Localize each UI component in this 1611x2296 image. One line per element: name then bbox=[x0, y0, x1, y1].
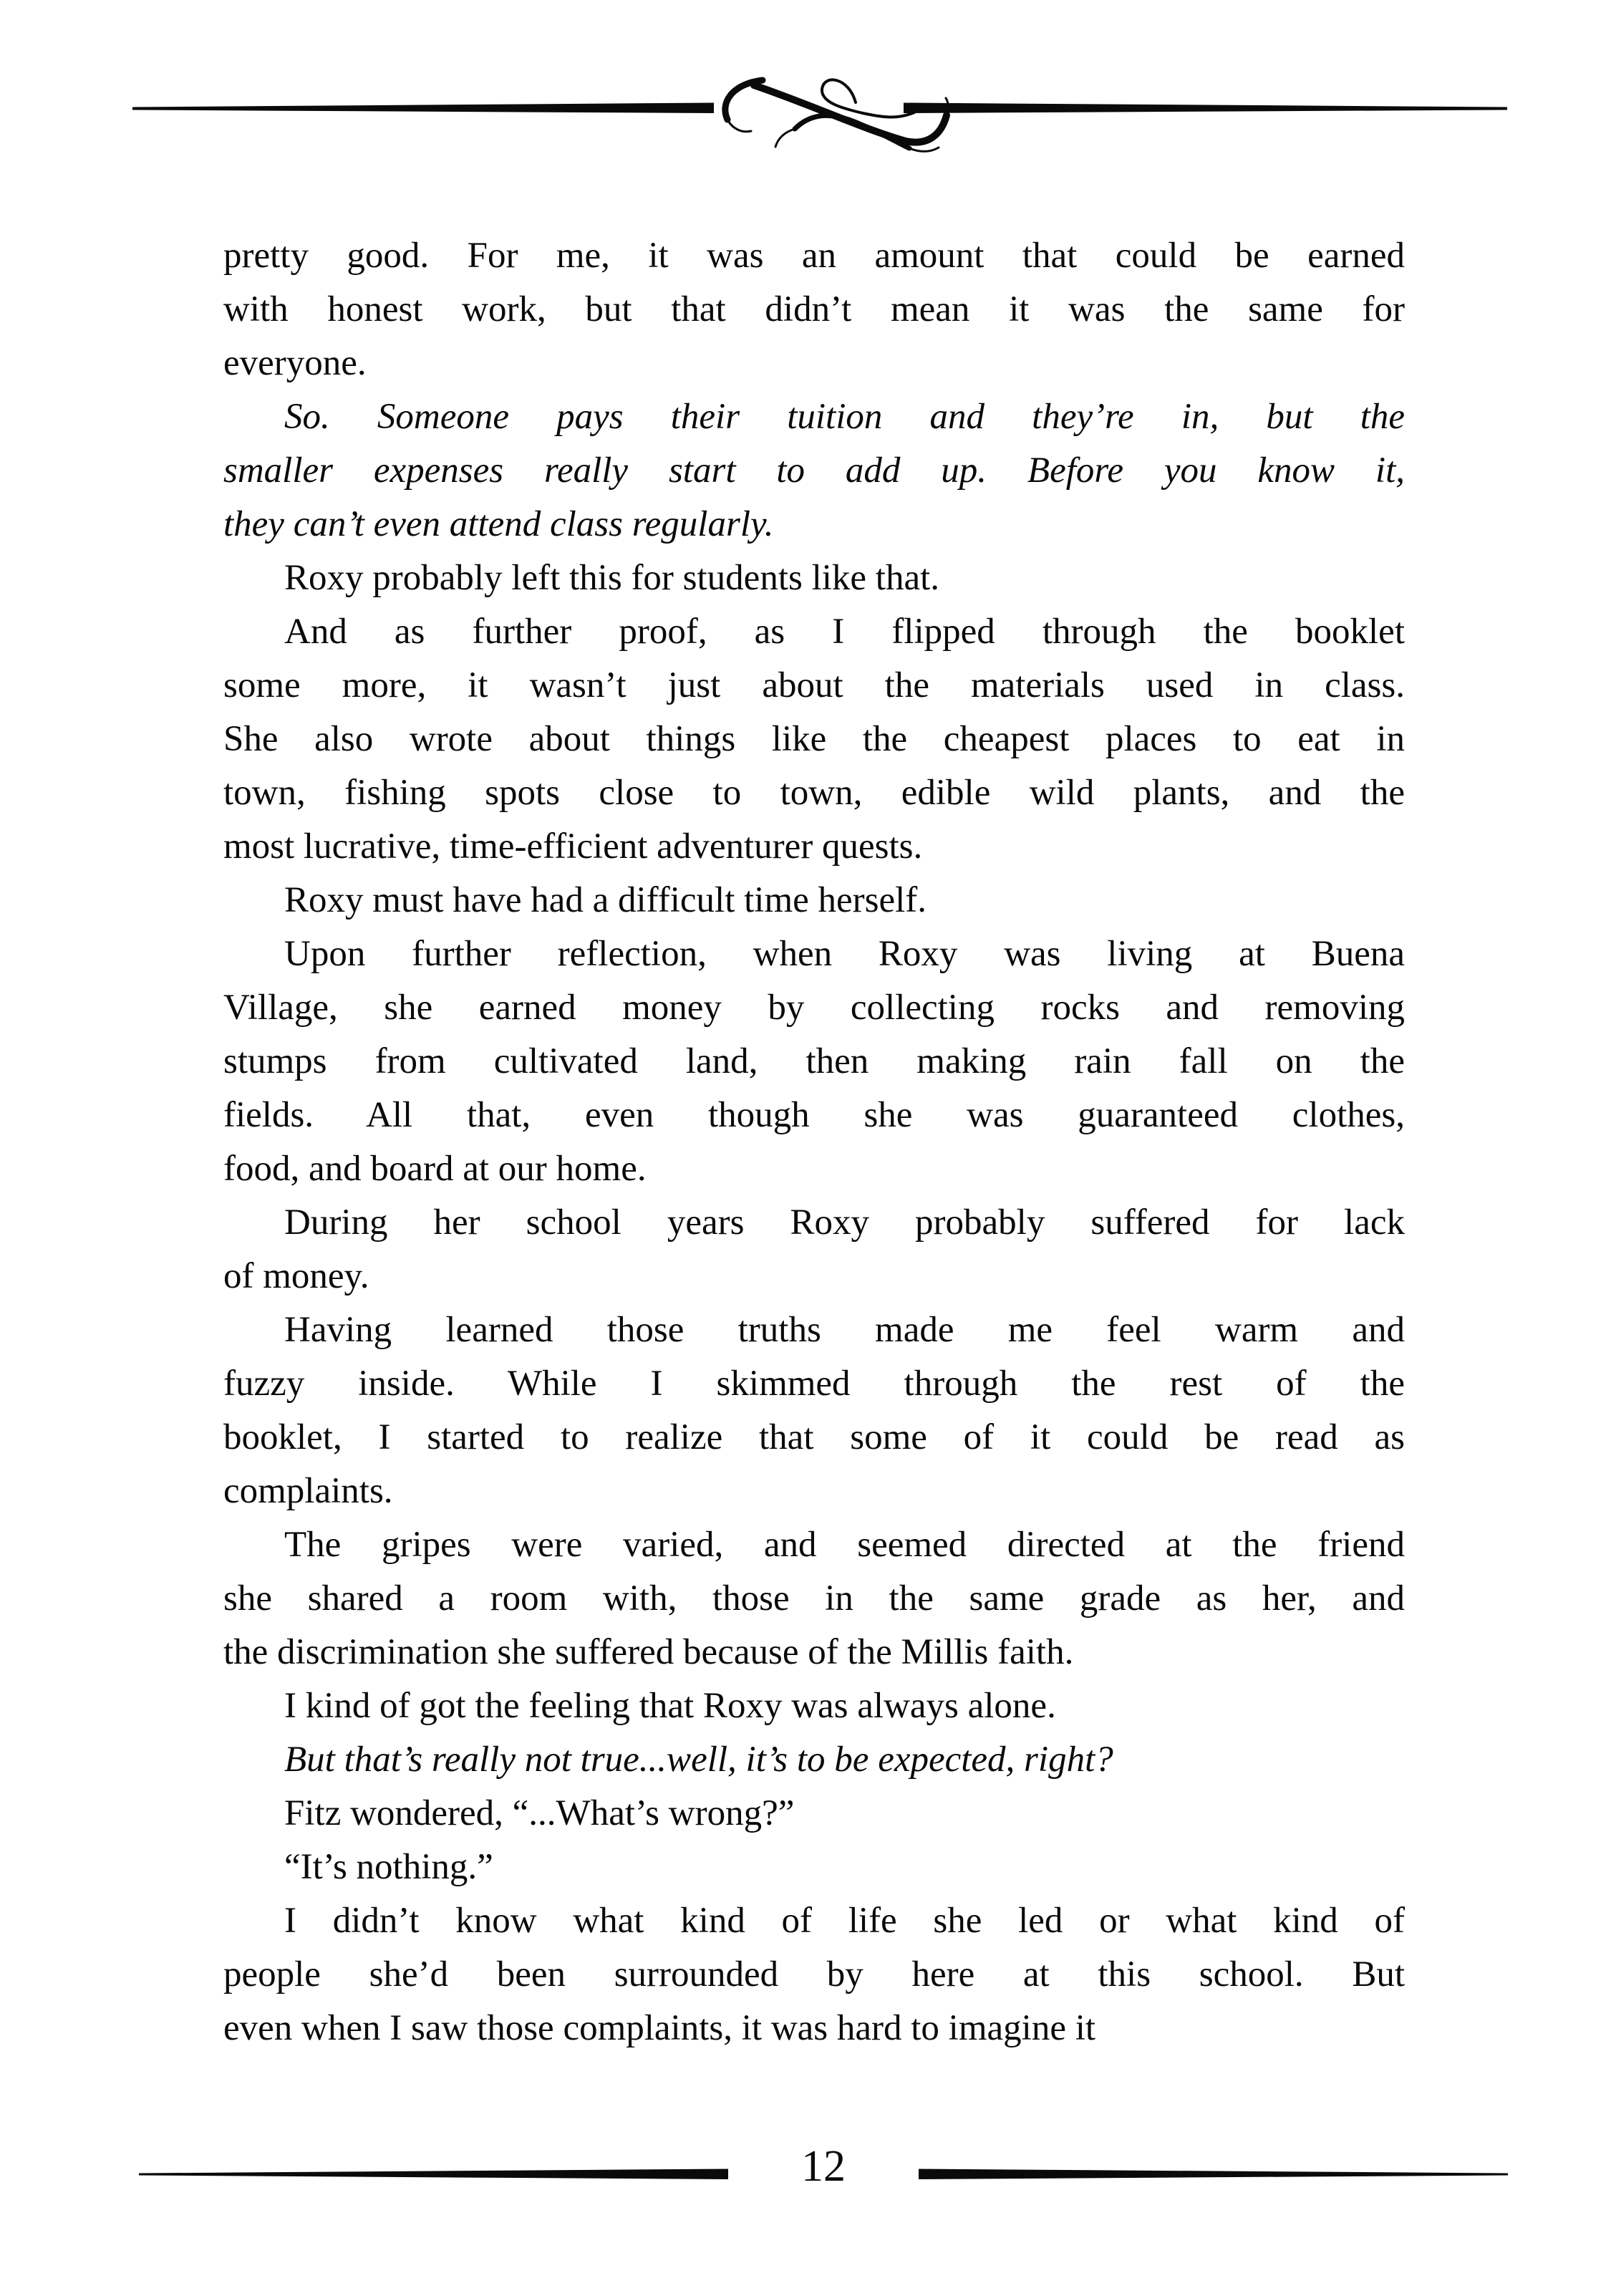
paragraph bbox=[223, 390, 1405, 551]
footer-line-right bbox=[919, 2169, 1508, 2180]
text-line: pretty good. For me, it was an amount that could be earned bbox=[223, 236, 1405, 276]
text-line: And as further proof, as I flipped through the booklet bbox=[284, 612, 1405, 652]
paragraph bbox=[223, 551, 1405, 605]
paragraph bbox=[223, 874, 1405, 927]
paragraph bbox=[223, 1894, 1405, 2055]
text-line: She also wrote about things like the cheapest places to eat in bbox=[223, 719, 1405, 759]
page-number: 12 bbox=[801, 2142, 846, 2191]
text-line: Roxy must have had a difficult time herself. bbox=[284, 880, 927, 920]
text-line: town, fishing spots close to town, edible wild plants, and the bbox=[223, 773, 1405, 813]
text-line: people she’d been surrounded by here at this school. But bbox=[223, 1954, 1405, 1994]
text-line: the discrimination she suffered because of the Millis faith. bbox=[223, 1632, 1074, 1672]
text-line: she shared a room with, those in the same grade as her, and bbox=[223, 1578, 1405, 1619]
text-line: food, and board at our home. bbox=[223, 1149, 647, 1189]
text-line: Roxy probably left this for students like that. bbox=[284, 558, 940, 598]
footer-line-left bbox=[139, 2169, 728, 2180]
text-line: even when I saw those complaints, it was hard to imagine it bbox=[223, 2008, 1096, 2048]
text-line: most lucrative, time-efficient adventurer quests. bbox=[223, 826, 923, 867]
text-line: booklet, I started to realize that some of it could be read as bbox=[223, 1417, 1405, 1457]
text-line: fields. All that, even though she was guaranteed clothes, bbox=[223, 1095, 1405, 1135]
text-line: But that’s really not true...well, it’s to be expected, right? bbox=[284, 1740, 1113, 1780]
text-line: So. Someone pays their tuition and they’re in, but the bbox=[284, 397, 1405, 437]
paragraph bbox=[223, 1303, 1405, 1518]
paragraph bbox=[223, 1518, 1405, 1679]
text-line: Having learned those truths made me feel warm and bbox=[284, 1310, 1405, 1350]
text-line: During her school years Roxy probably suffered for lack bbox=[284, 1202, 1405, 1243]
paragraph bbox=[223, 605, 1405, 874]
text-line: fuzzy inside. While I skimmed through the rest of the bbox=[223, 1364, 1405, 1404]
text-line: Village, she earned money by collecting rocks and removing bbox=[223, 988, 1405, 1028]
decorative-divider-graphic bbox=[132, 68, 1507, 161]
text-line: smaller expenses really start to add up. Before you know it, bbox=[223, 450, 1405, 491]
paragraph bbox=[223, 1679, 1405, 1733]
paragraph bbox=[223, 927, 1405, 1196]
divider-line-right bbox=[904, 103, 1507, 114]
text-line: “It’s nothing.” bbox=[284, 1847, 493, 1887]
text-line: stumps from cultivated land, then making rain fall on the bbox=[223, 1041, 1405, 1081]
calligraphic-flourish-icon bbox=[725, 79, 948, 151]
text-line: complaints. bbox=[223, 1471, 393, 1511]
text-line: some more, it wasn’t just about the materials used in class. bbox=[223, 665, 1405, 705]
text-line: of money. bbox=[223, 1256, 369, 1296]
text-line: I didn’t know what kind of life she led or what kind of bbox=[284, 1901, 1405, 1941]
text-block bbox=[223, 229, 1405, 2055]
divider-line-left bbox=[132, 103, 714, 114]
text-line: I kind of got the feeling that Roxy was always alone. bbox=[284, 1686, 1056, 1726]
header-divider bbox=[132, 68, 1507, 161]
paragraph bbox=[223, 229, 1405, 390]
paragraph bbox=[223, 1196, 1405, 1303]
paragraph bbox=[223, 1841, 1405, 1894]
text-line: The gripes were varied, and seemed directed at the friend bbox=[284, 1525, 1405, 1565]
paragraph bbox=[223, 1733, 1405, 1787]
text-line: Fitz wondered, “...What’s wrong?” bbox=[284, 1793, 795, 1833]
paragraph bbox=[223, 1787, 1405, 1841]
text-line: Upon further reflection, when Roxy was living at Buena bbox=[284, 934, 1405, 974]
text-line: with honest work, but that didn’t mean it was the same for bbox=[223, 289, 1405, 329]
text-line: everyone. bbox=[223, 343, 367, 383]
text-line: they can’t even attend class regularly. bbox=[223, 504, 774, 544]
